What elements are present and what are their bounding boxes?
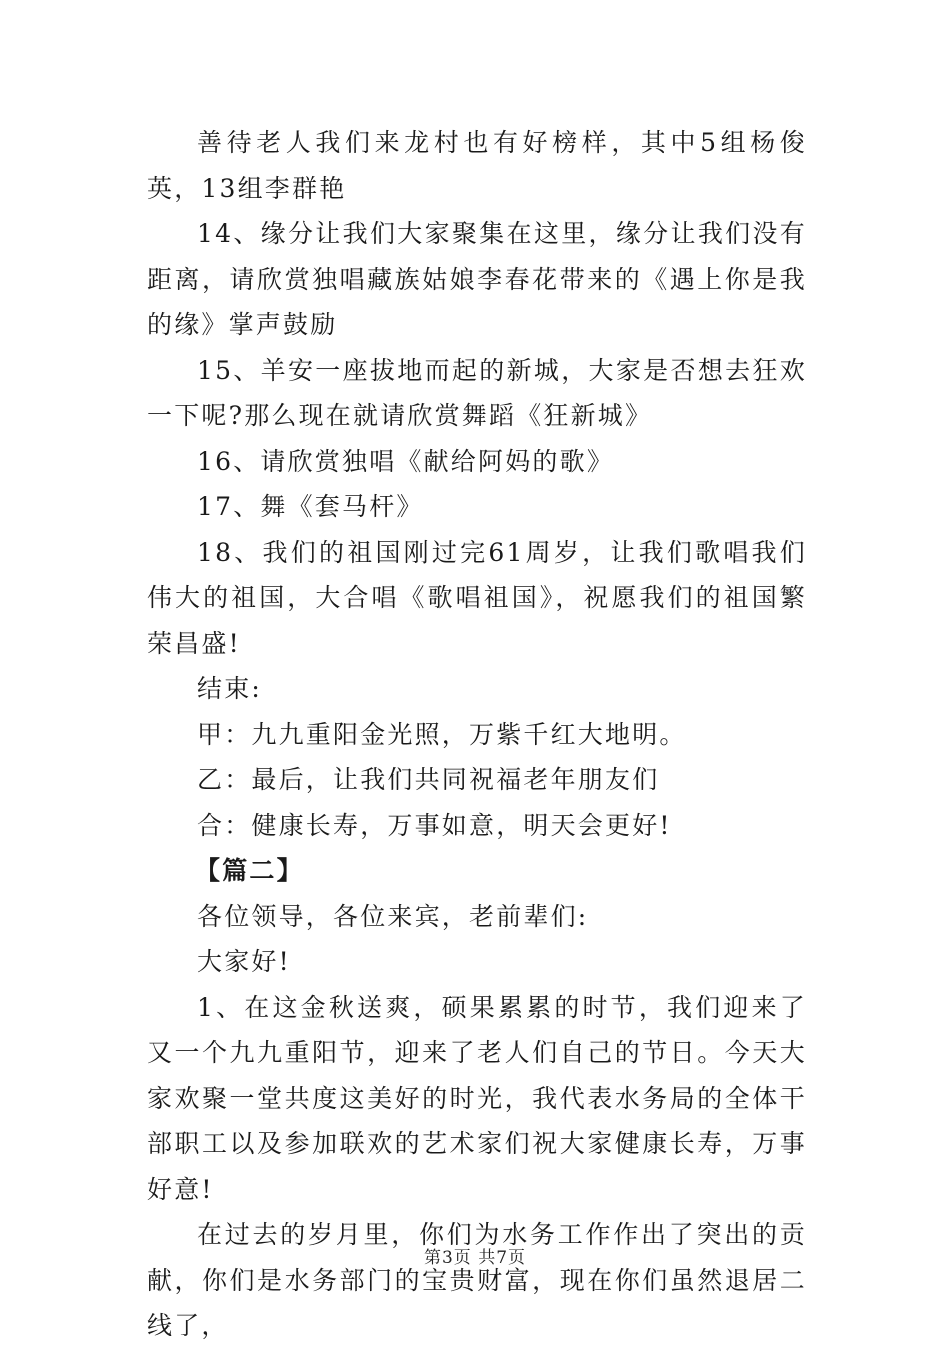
paragraph: 18、我们的祖国刚过完61周岁，让我们歌唱我们伟大的祖国，大合唱《歌唱祖国》，祝愿我们的祖国繁荣昌盛!	[147, 537, 807, 658]
paragraph: 大家好!	[197, 947, 291, 976]
paragraph: 15、羊安一座拔地而起的新城，大家是否想去狂欢一下呢?那么现在就请欣赏舞蹈《狂新城》	[147, 355, 807, 430]
document-body	[147, 120, 807, 1349]
paragraph: 14、缘分让我们大家聚集在这里，缘分让我们没有距离，请欣赏独唱藏族姑娘李春花带来的《遇上你是我的缘》掌声鼓励	[147, 219, 807, 339]
page-footer: 第3页 共7页	[423, 1248, 527, 1268]
paragraph: 16、请欣赏独唱《献给阿妈的歌》	[197, 446, 615, 476]
paragraph: 乙：最后，让我们共同祝福老年朋友们	[197, 765, 660, 794]
paragraph: 善待老人我们来龙村也有好榜样，其中5组杨俊英，13组李群艳	[147, 128, 807, 203]
paragraph: 1、在这金秋送爽，硕果累累的时节，我们迎来了又一个九九重阳节，迎来了老人们自己的节日。今天大家欢聚一堂共度这美好的时光，我代表水务局的全体干部职工以及参加联欢的艺术家们祝大家健康长寿，万事好意!	[147, 992, 807, 1204]
paragraph: 结束:	[197, 674, 263, 703]
paragraph: 合：健康长寿，万事如意，明天会更好!	[197, 810, 672, 840]
section-heading: 【篇二】	[195, 856, 304, 885]
paragraph: 各位领导，各位来宾，老前辈们:	[197, 901, 589, 931]
paragraph: 17、舞《套马杆》	[197, 492, 424, 521]
paragraph: 在过去的岁月里，你们为水务工作作出了突出的贡献，你们是水务部门的宝贵财富，现在你们虽然退居二线了，	[147, 1220, 807, 1340]
paragraph: 甲：九九重阳金光照，万紫千红大地明。	[197, 719, 687, 749]
